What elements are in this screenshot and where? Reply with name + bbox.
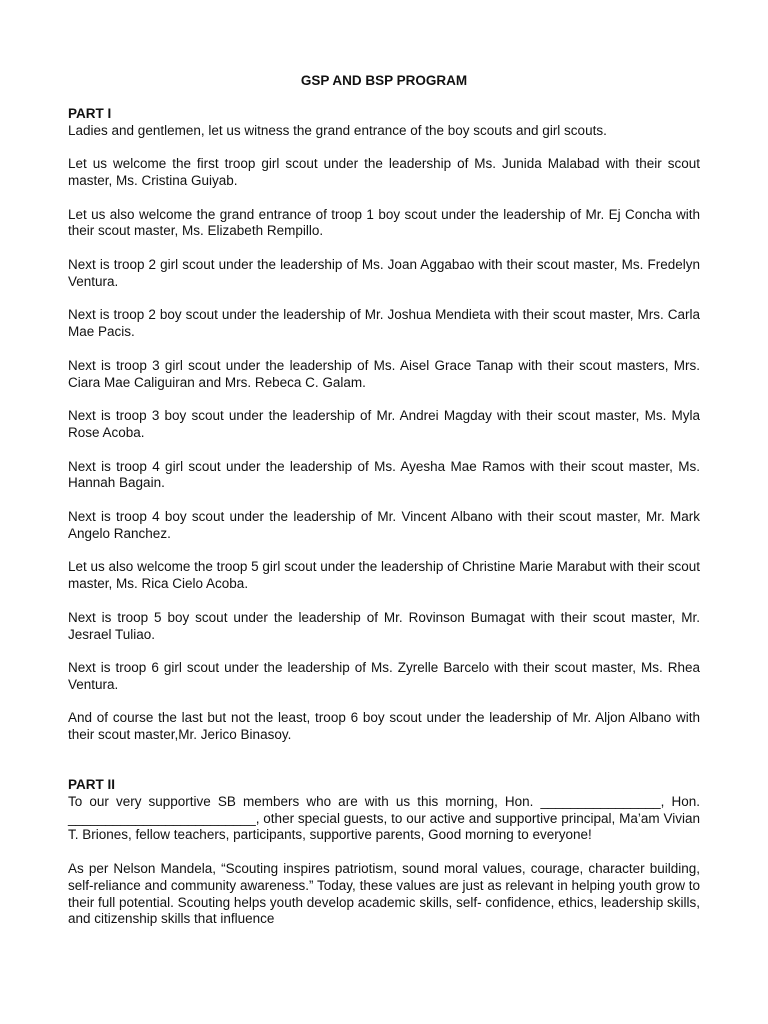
part-2-paragraph: As per Nelson Mandela, “Scouting inspires patriotism, sound moral values, courage, character building, self-reliance and community awareness.” Today, these values are just as relevant in helping youth grow to their full potential. Scouting helps youth develop academic skills, self- confidence, ethics, leadership skills, and citizenship skills that influence <box>68 861 700 927</box>
part-1-paragraph: Next is troop 3 girl scout under the leadership of Ms. Aisel Grace Tanap with their scout masters, Mrs. Ciara Mae Caliguiran and Mrs. Rebeca C. Galam. <box>68 357 700 390</box>
part-1-paragraph: Ladies and gentlemen, let us witness the grand entrance of the boy scouts and girl scouts. <box>68 122 607 138</box>
part-1-paragraph: Next is troop 3 boy scout under the leadership of Mr. Andrei Magday with their scout master, Ms. Myla Rose Acoba. <box>68 408 700 440</box>
document-page <box>68 73 700 945</box>
part-1-paragraph: Let us also welcome the grand entrance of troop 1 boy scout under the leadership of Mr. Ej Concha with their scout master, Ms. Elizabeth Rempillo. <box>68 206 700 239</box>
part-1-paragraph: And of course the last but not the least, troop 6 boy scout under the leadership of Mr. Aljon Albano with their scout master,Mr. Jerico Binasoy. <box>68 710 700 743</box>
part-1-paragraph: Next is troop 6 girl scout under the leadership of Ms. Zyrelle Barcelo with their scout master, Ms. Rhea Ventura. <box>68 660 700 692</box>
part-1-paragraph: Next is troop 2 girl scout under the leadership of Ms. Joan Aggabao with their scout master, Ms. Fredelyn Ventura. <box>68 256 700 289</box>
part-1-paragraph: Next is troop 5 boy scout under the leadership of Mr. Rovinson Bumagat with their scout master, Mr. Jesrael Tuliao. <box>68 609 700 642</box>
part-2-paragraph: To our very supportive SB members who are with us this morning, Hon. ________________, Hon. _________________________, other special guests, to our active and supportive principal, Ma’am Vivian T. Briones, fellow teachers, participants, supportive parents, Good morning to everyone! <box>68 793 700 843</box>
part-1-paragraph: Let us welcome the first troop girl scout under the leadership of Ms. Junida Malabad with their scout master, Ms. Cristina Guiyab. <box>68 156 700 188</box>
part-2-heading: PART II <box>68 777 115 793</box>
part-1-paragraph: Next is troop 4 girl scout under the leadership of Ms. Ayesha Mae Ramos with their scout master, Ms. Hannah Bagain. <box>68 458 700 491</box>
part-1-paragraph: Let us also welcome the troop 5 girl scout under the leadership of Christine Marie Marabut with their scout master, Ms. Rica Cielo Acoba. <box>68 559 700 592</box>
part-1-heading: PART I <box>68 105 112 121</box>
document-title: GSP AND BSP PROGRAM <box>300 73 468 88</box>
part-1-paragraph: Next is troop 4 boy scout under the leadership of Mr. Vincent Albano with their scout master, Mr. Mark Angelo Ranchez. <box>68 508 700 541</box>
part-1-paragraph: Next is troop 2 boy scout under the leadership of Mr. Joshua Mendieta with their scout master, Mrs. Carla Mae Pacis. <box>68 307 700 340</box>
